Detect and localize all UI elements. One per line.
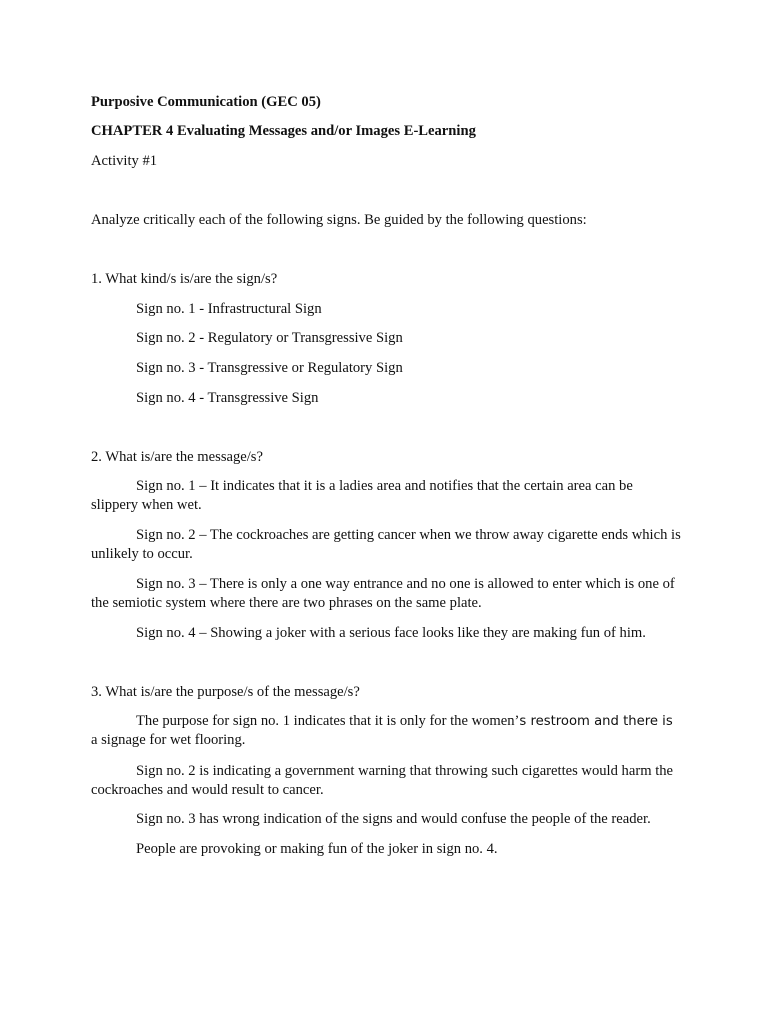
course-title: Purposive Communication (GEC 05): [91, 94, 321, 110]
q3-answer-1-end: a signage for wet flooring.: [91, 732, 246, 748]
chapter-title: CHAPTER 4 Evaluating Messages and/or Images E-Learning: [91, 123, 476, 139]
q2-answer-3: Sign no. 3 – There is only a one way entrance and no one is allowed to enter which is one of the semiotic system where there are two phrases on the same plate.: [91, 576, 675, 611]
question-3: 3. What is/are the purpose/s of the message/s?: [91, 684, 360, 700]
q3-answer-1: [91, 712, 681, 750]
q3-answer-2: Sign no. 2 is indicating a government warning that throwing such cigarettes would harm the cockroaches and would result to cancer.: [91, 763, 674, 798]
q1-answer-1: Sign no. 1 - Infrastructural Sign: [136, 301, 322, 317]
q1-answer-4: Sign no. 4 - Transgressive Sign: [136, 390, 319, 406]
q3-answer-1-restroom: s restroom and there is: [519, 714, 673, 729]
q2-answer-1: Sign no. 1 – It indicates that it is a ladies area and notifies that the certain area can be slippery when wet.: [91, 478, 633, 513]
q2-answer-2: Sign no. 2 – The cockroaches are getting cancer when we throw away cigarette ends which is unlikely to occur.: [91, 527, 681, 562]
q2-answer-4: Sign no. 4 – Showing a joker with a serious face looks like they are making fun of him.: [136, 625, 646, 641]
q3-answer-1-start: The purpose for sign no. 1 indicates that it is only for the women’: [136, 713, 520, 729]
q3-answer-3: Sign no. 3 has wrong indication of the signs and would confuse the people of the reader.: [136, 811, 651, 827]
instructions: Analyze critically each of the following signs. Be guided by the following questions:: [91, 212, 587, 228]
question-2: 2. What is/are the message/s?: [91, 449, 263, 465]
q1-answer-3: Sign no. 3 - Transgressive or Regulatory Sign: [136, 360, 403, 376]
q3-answer-4: People are provoking or making fun of the joker in sign no. 4.: [136, 841, 498, 857]
question-1: 1. What kind/s is/are the sign/s?: [91, 271, 278, 287]
q1-answer-2: Sign no. 2 - Regulatory or Transgressive Sign: [136, 330, 403, 346]
activity-label: Activity #1: [91, 153, 158, 169]
